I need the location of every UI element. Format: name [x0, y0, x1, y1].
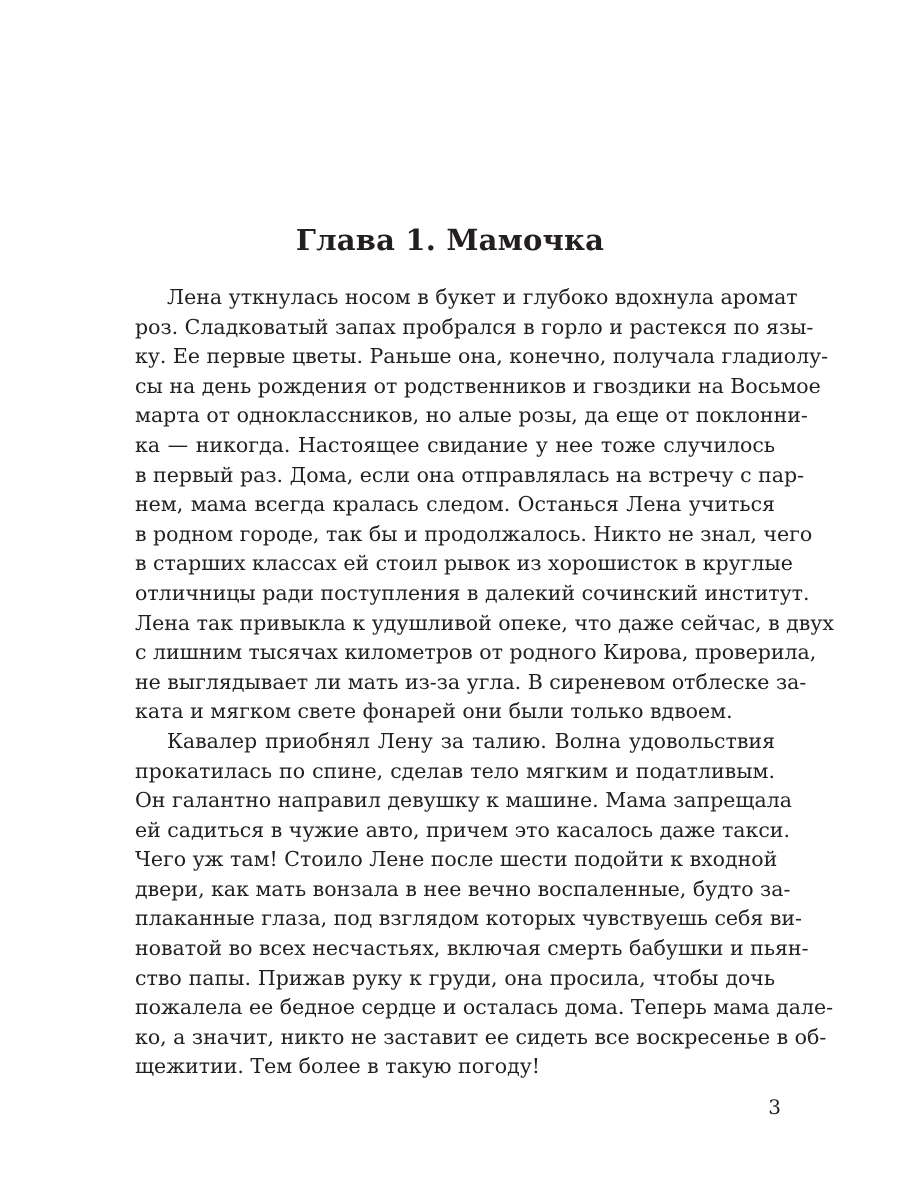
text-line: новатой во всех несчастьях, включая смерть бабушки и пьян-	[135, 936, 809, 961]
paragraph	[135, 727, 834, 1082]
text-line: Лена так привыкла к удушливой опеке, что даже сейчас, в двух	[135, 610, 834, 635]
text-line: роз. Сладковатый запах пробрался в горло и растекся по язы-	[135, 314, 814, 339]
text-line: Чего уж там! Стоило Лене после шести подойти к входной	[135, 847, 778, 872]
text-line: с лишним тысячах километров от родного Кирова, проверила,	[135, 640, 817, 665]
chapter-title: Глава 1. Мамочка	[295, 223, 605, 257]
text-line: ка — никогда. Настоящее свидание у нее тоже случилось	[135, 432, 775, 457]
text-line: в родном городе, так бы и продолжалось. Никто не знал, чего	[135, 521, 813, 546]
text-line: сы на день рождения от родственников и гвоздики на Восьмое	[135, 373, 821, 398]
text-line: Лена уткнулась носом в букет и глубоко вдохнула аромат	[167, 285, 798, 309]
text-line: в старших классах ей стоил рывок из хорошисток в круглые	[135, 551, 793, 576]
text-line: Кавалер приобнял Лену за талию. Волна удовольствия	[167, 728, 775, 753]
text-line: плаканные глаза, под взглядом которых чувствуешь себя ви-	[135, 906, 802, 931]
body-text	[135, 283, 834, 1082]
text-line: пожалела ее бедное сердце и осталась дома. Теперь мама дале-	[135, 995, 834, 1020]
text-line: двери, как мать вонзала в нее вечно воспаленные, будто за-	[135, 876, 791, 901]
text-line: Он галантно направил девушку к машине. Мама запрещала	[135, 788, 792, 813]
page-number: 3	[768, 1095, 781, 1119]
text-line: щежитии. Тем более в такую погоду!	[135, 1054, 541, 1079]
text-line: ство папы. Прижав руку к груди, она просила, чтобы дочь	[135, 965, 775, 990]
paragraph	[135, 283, 834, 727]
text-line: прокатилась по спине, сделав тело мягким и податливым.	[135, 758, 775, 783]
text-line: ей садиться в чужие авто, причем это касалось даже такси.	[135, 817, 790, 842]
text-line: ко, а значит, никто не заставит ее сидеть все воскресенье в об-	[135, 1024, 827, 1049]
text-line: ку. Ее первые цветы. Раньше она, конечно, получала гладиолу-	[135, 344, 829, 369]
text-line: нем, мама всегда кралась следом. Останься Лена учиться	[135, 492, 775, 517]
text-line: отличницы ради поступления в далекий сочинский институт.	[135, 580, 810, 605]
text-line: не выглядывает ли мать из-за угла. В сиреневом отблеске за-	[135, 669, 807, 694]
text-line: в первый раз. Дома, если она отправлялась на встречу с пар-	[135, 462, 805, 487]
text-line: марта от одноклассников, но алые розы, да еще от поклонни-	[135, 403, 808, 428]
text-line: ката и мягком свете фонарей они были только вдвоем.	[135, 699, 733, 724]
